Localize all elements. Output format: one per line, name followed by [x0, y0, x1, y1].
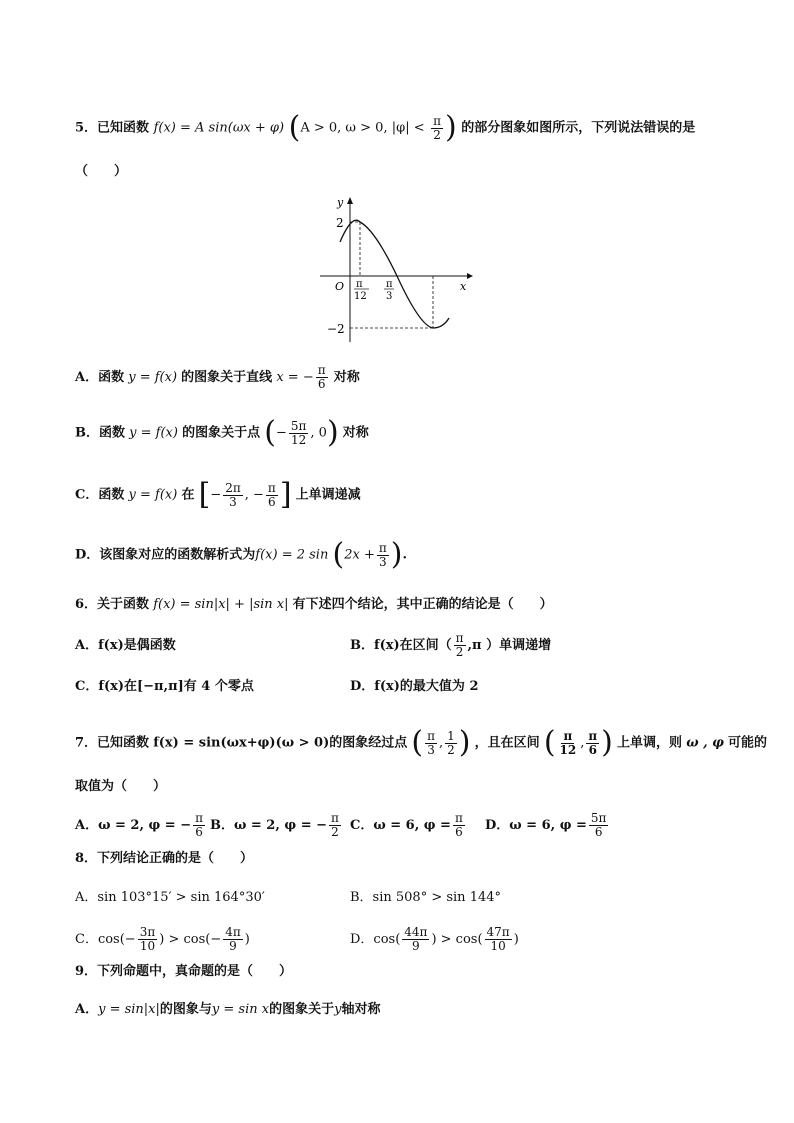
q7-line2: 取值为（ ）	[75, 779, 167, 794]
q8-option-c: C．cos(− $\frac{3\pi}{10}$ ) > cos(− $\frac{4\pi}{9}$ )	[75, 925, 250, 953]
q7-stem: 7．已知函数 f(x) = sin(ωx+φ)(ω > 0)的图象经过点 ( $\frac{\pi}{3}$ , $\frac{1}{2}$ ) ，且在区间 ( $\frac{\pi}{12}$ , $\frac{\pi}{6}$ ) 上单调，则 ω , φ 可能的	[75, 725, 768, 760]
q9-stem: 9．下列命题中，真命题的是（ ）	[75, 964, 293, 979]
ymax-label: 2	[336, 216, 344, 230]
x-axis-arrow	[467, 273, 473, 279]
tick1-num: π	[356, 279, 363, 290]
q8-option-b: B．sin 508° > sin 144°	[350, 890, 502, 905]
q7-option-c: C．ω = 6, φ = $\frac{\pi}{6}$	[350, 811, 463, 839]
q7-option-a: A．ω = 2, φ = − $\frac{\pi}{6}$	[75, 811, 203, 839]
q7-option-b: B．ω = 2, φ = − $\frac{\pi}{2}$	[210, 811, 339, 839]
x-axis-label: x	[460, 280, 467, 293]
q9-option-a: A．y = sin|x|的图象与y = sin x的图象关于y轴对称	[75, 1002, 381, 1017]
q8-option-d: D．cos( $\frac{44\pi}{9}$ ) > cos( $\frac{47\pi}{10}$ )	[350, 925, 519, 953]
q6-option-a: A．f(x)是偶函数	[75, 638, 176, 653]
y-axis-arrow	[347, 197, 353, 204]
q5-graph	[315, 194, 475, 344]
q5-option-a: A．函数 y = f(x) 的图象关于直线 x = − $\frac{\pi}{6}$ 对称	[75, 363, 360, 391]
q5-stem: 5．已知函数 f(x) = A sin(ωx + φ) (A > 0, ω > 0, |φ| < $\frac{\pi}{2}$ ) 的部分图象如图所示，下列说法错误的是	[75, 110, 696, 145]
tick2-den: 3	[386, 291, 393, 302]
q8-option-a: A．sin 103°15′ > sin 164°30′	[75, 890, 265, 905]
q6-option-c: C．f(x)在[−π,π]有 4 个零点	[75, 679, 254, 694]
q5-option-d: D．该图象对应的函数解析式为f(x) = 2 sin (2x + $\frac{\pi}{3}$ ).	[75, 537, 407, 572]
q6-option-b: B．f(x)在区间（ $\frac{\pi}{2}$ ,π ）单调递增	[350, 631, 552, 659]
tick2-num: π	[386, 279, 393, 290]
ymin-label: −2	[327, 322, 345, 336]
q8-stem: 8．下列结论正确的是（ ）	[75, 851, 254, 866]
q6-option-d: D．f(x)的最大值为 2	[350, 679, 479, 694]
origin-label: O	[335, 280, 345, 293]
q6-stem: 6．关于函数 f(x) = sin|x| + |sin x| 有下述四个结论，其中正确的结论是（ ）	[75, 597, 553, 612]
y-axis-label: y	[337, 196, 344, 209]
q7-option-d: D．ω = 6, φ = $\frac{5\pi}{6}$	[485, 811, 607, 839]
q5-blank: （ ）	[75, 164, 128, 179]
tick1-den: 12	[354, 291, 367, 302]
q5-option-b: B．函数 y = f(x) 的图象关于点 (− $\frac{5\pi}{12}$ , 0) 对称	[75, 415, 369, 450]
q5-option-c: C．函数 y = f(x) 在 [− $\frac{2\pi}{3}$ , − $\frac{\pi}{6}$ ] 上单调递减	[75, 477, 361, 512]
